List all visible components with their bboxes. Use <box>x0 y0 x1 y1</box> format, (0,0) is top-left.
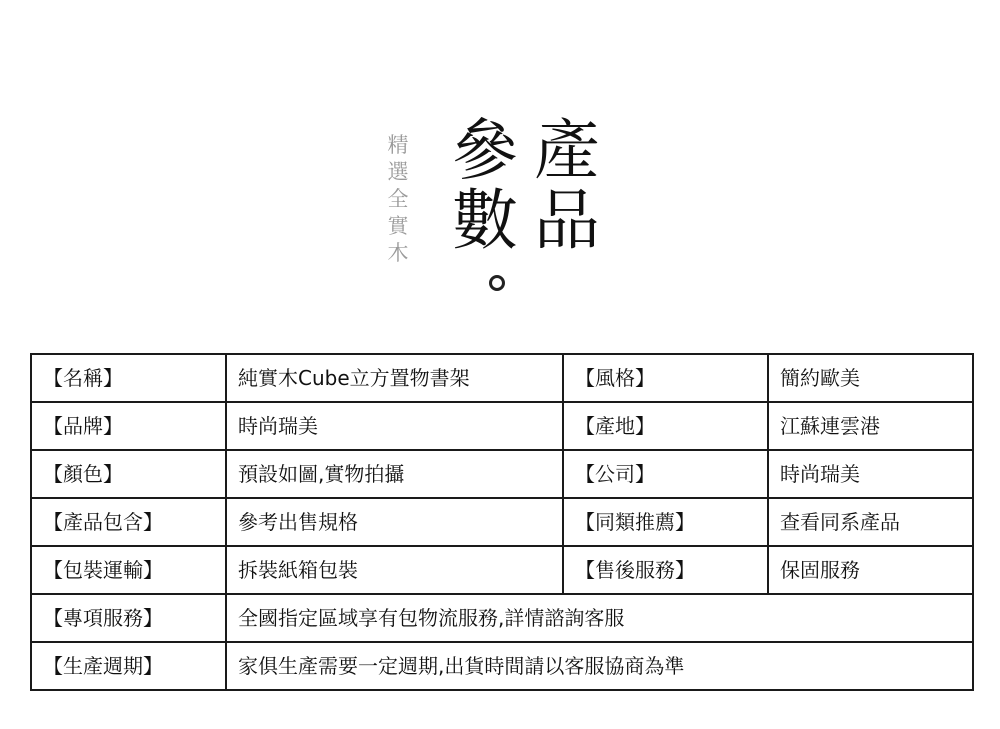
spec-value: 純實木Cube立方置物書架 <box>226 354 563 402</box>
spec-value: 查看同系產品 <box>768 498 973 546</box>
spec-value: 保固服務 <box>768 546 973 594</box>
title-char: 數 <box>452 182 518 259</box>
spec-value: 江蘇連雲港 <box>768 402 973 450</box>
subtitle-char: 全 <box>387 187 409 211</box>
table-row <box>31 594 973 642</box>
spec-label: 【風格】 <box>563 354 768 402</box>
spec-label: 【公司】 <box>563 450 768 498</box>
table-row <box>31 354 973 402</box>
subtitle-char: 實 <box>387 214 409 238</box>
subtitle-char: 選 <box>387 160 409 184</box>
title-column-right <box>532 112 602 259</box>
table-row <box>31 642 973 690</box>
spec-value: 全國指定區域享有包物流服務,詳情諮詢客服 <box>226 594 973 642</box>
spec-label: 【產地】 <box>563 402 768 450</box>
subtitle-vertical <box>386 132 410 267</box>
spec-value: 預設如圖,實物拍攝 <box>226 450 563 498</box>
table-row <box>31 546 973 594</box>
spec-value: 時尚瑞美 <box>768 450 973 498</box>
spec-value: 時尚瑞美 <box>226 402 563 450</box>
title-char: 品 <box>534 182 600 259</box>
spec-label: 【名稱】 <box>31 354 226 402</box>
title-column-left <box>450 112 520 259</box>
table-row <box>31 498 973 546</box>
spec-label: 【售後服務】 <box>563 546 768 594</box>
spec-value: 拆裝紙箱包裝 <box>226 546 563 594</box>
spec-label: 【同類推薦】 <box>563 498 768 546</box>
table-row <box>31 402 973 450</box>
spec-label: 【包裝運輸】 <box>31 546 226 594</box>
table-row <box>31 450 973 498</box>
spec-value: 參考出售規格 <box>226 498 563 546</box>
spec-label: 【生產週期】 <box>31 642 226 690</box>
spec-label: 【品牌】 <box>31 402 226 450</box>
spec-value: 簡約歐美 <box>768 354 973 402</box>
title-block <box>380 112 610 302</box>
circle-period-icon <box>489 275 505 291</box>
spec-label: 【產品包含】 <box>31 498 226 546</box>
subtitle-char: 精 <box>387 133 409 157</box>
title-char: 產 <box>534 112 600 189</box>
spec-label: 【專項服務】 <box>31 594 226 642</box>
subtitle-char: 木 <box>387 241 409 265</box>
spec-table <box>30 353 974 691</box>
title-char: 參 <box>452 112 518 189</box>
spec-label: 【顏色】 <box>31 450 226 498</box>
spec-value: 家俱生產需要一定週期,出貨時間請以客服協商為準 <box>226 642 973 690</box>
